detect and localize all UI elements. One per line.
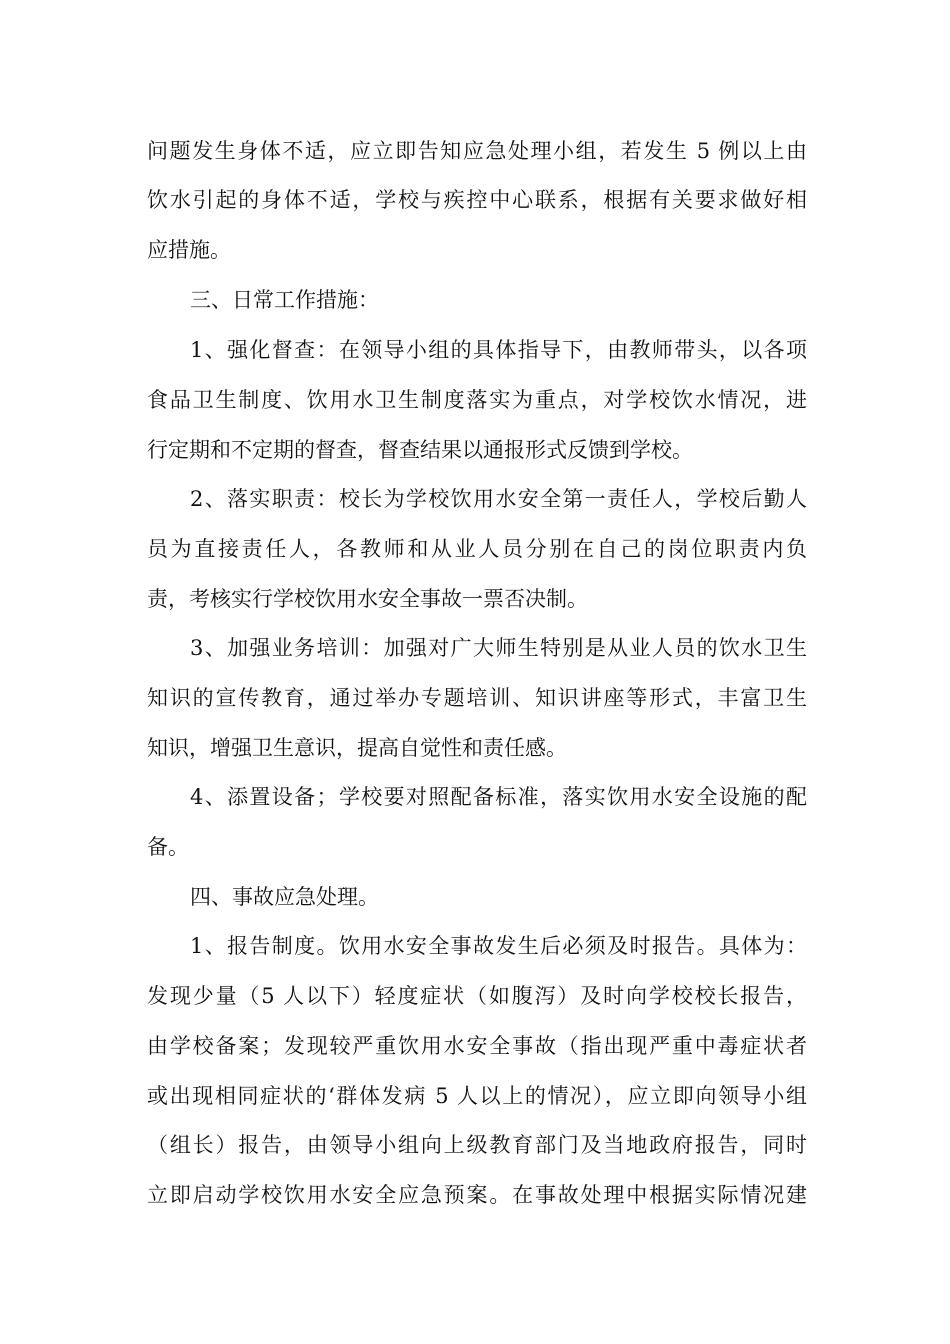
text-line: 知识，增强卫生意识，提高自觉性和责任感。 <box>147 736 567 760</box>
text-line: 行定期和不定期的督查，督查结果以通报形式反馈到学校。 <box>147 438 693 462</box>
text-line: 或出现相同症状的‘群体发病 5 人以上的情况），应立即向领导小组 <box>147 1084 807 1108</box>
text-line: 2、落实职责：校长为学校饮用水安全第一责任人，学校后勤人 <box>190 487 807 511</box>
text-line: 1、报告制度。饮用水安全事故发生后必须及时报告。具体为： <box>190 934 807 958</box>
text-line: 1、强化督查：在领导小组的具体指导下，由教师带头，以各项 <box>190 338 807 362</box>
text-line: 应措施。 <box>147 238 231 262</box>
text-line: 4、添置设备；学校要对照配备标准，落实饮用水安全设施的配 <box>190 785 807 809</box>
text-line: 责，考核实行学校饮用水安全事故一票否决制。 <box>147 587 588 611</box>
section-heading: 三、日常工作措施： <box>190 288 379 312</box>
text-line: 知识的宣传教育，通过举办专题培训、知识讲座等形式，丰富卫生 <box>147 686 807 710</box>
text-line: 3、加强业务培训：加强对广大师生特别是从业人员的饮水卫生 <box>190 636 807 660</box>
text-line: 饮水引起的身体不适，学校与疾控中心联系，根据有关要求做好相 <box>147 188 807 212</box>
section-heading: 四、事故应急处理。 <box>190 885 379 909</box>
text-line: 员为直接责任人，各教师和从业人员分别在自己的岗位职责内负 <box>147 537 807 561</box>
text-line: 问题发生身体不适，应立即告知应急处理小组，若发生 5 例以上由 <box>147 139 807 163</box>
text-line: 食品卫生制度、饮用水卫生制度落实为重点，对学校饮水情况，进 <box>147 388 807 412</box>
text-line: 发现少量（5 人以下）轻度症状（如腹泻）及时向学校校长报告， <box>147 984 807 1008</box>
text-line: （组长）报告，由领导小组向上级教育部门及当地政府报告，同时 <box>147 1133 807 1157</box>
text-line: 备。 <box>147 835 189 859</box>
text-line: 由学校备案；发现较严重饮用水安全事故（指出现严重中毒症状者 <box>147 1034 807 1058</box>
text-line: 立即启动学校饮用水安全应急预案。在事故处理中根据实际情况建 <box>147 1183 807 1207</box>
